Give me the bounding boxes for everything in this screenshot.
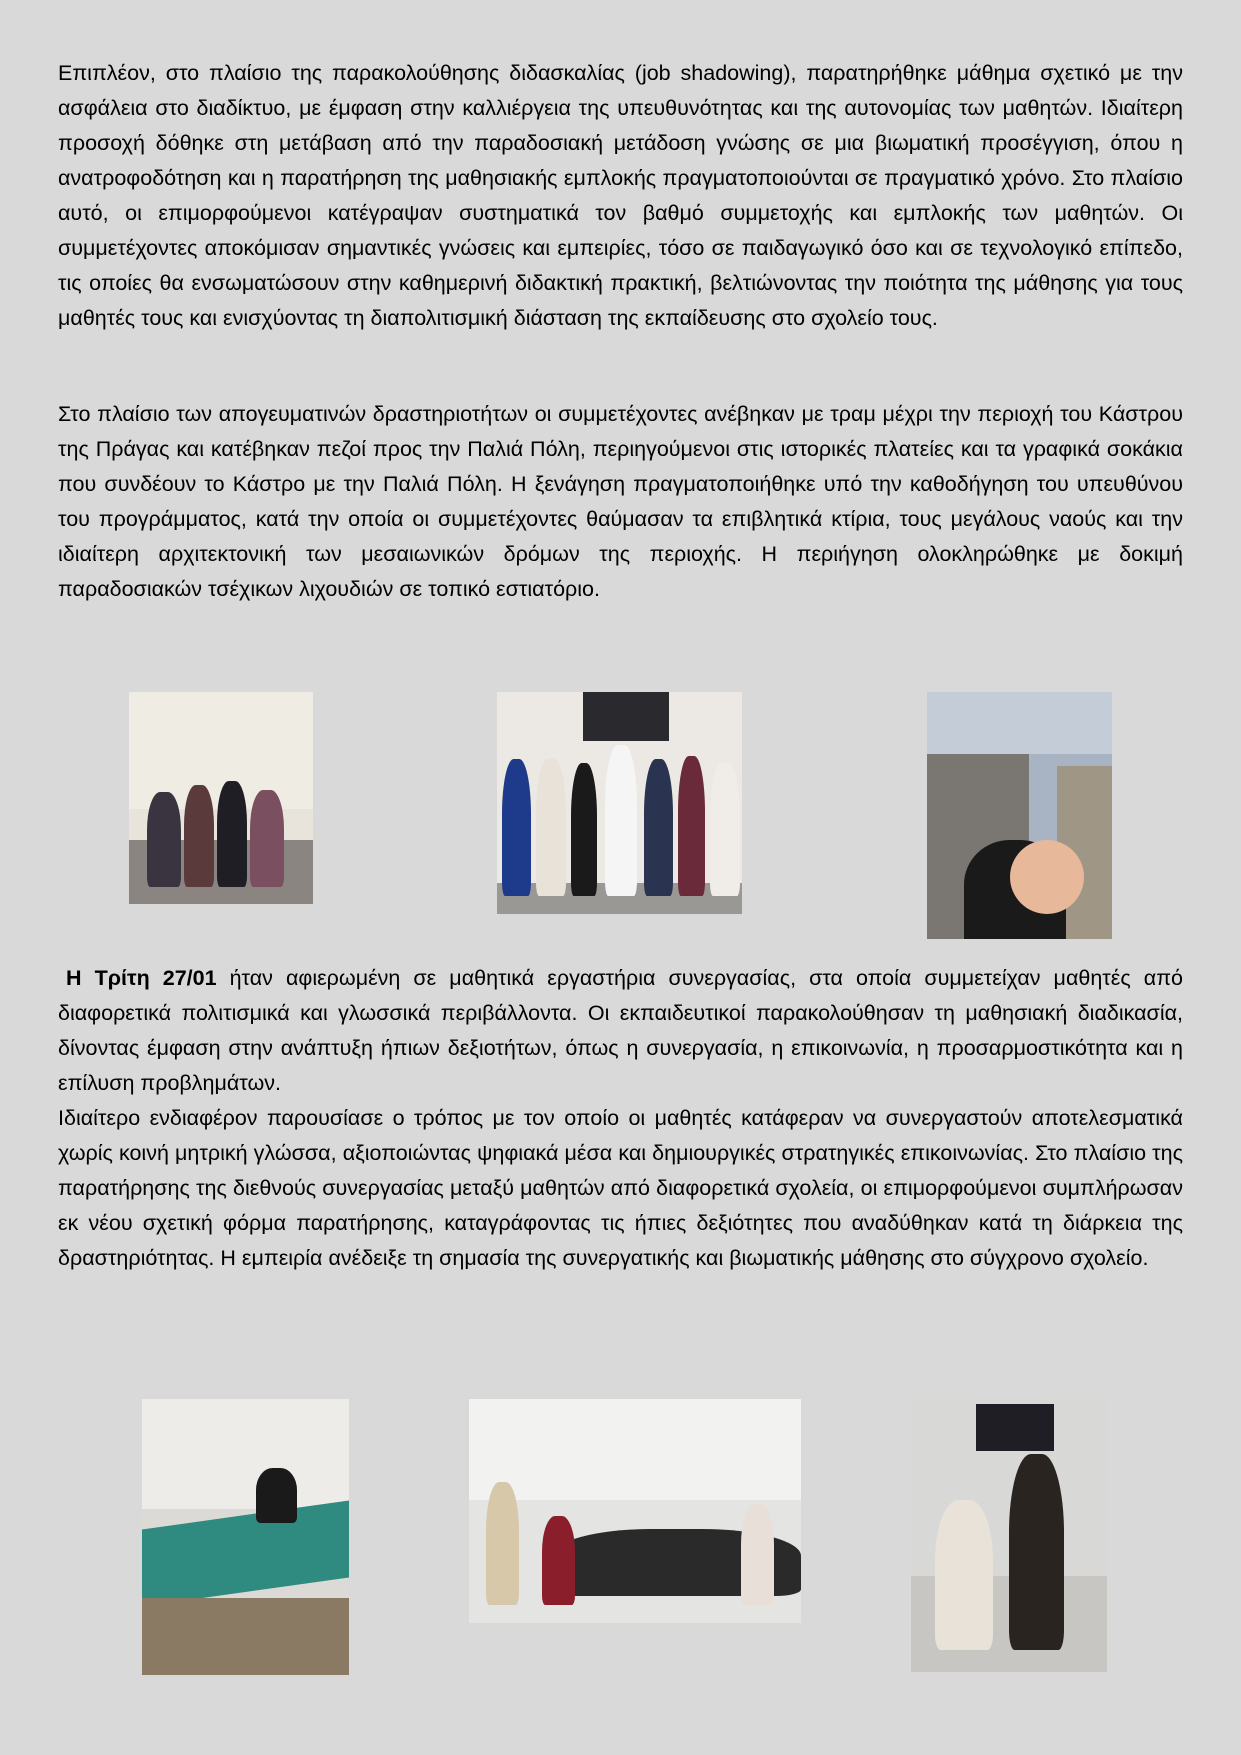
paragraph-prague-tour: Στο πλαίσιο των απογευματινών δραστηριοτήτων οι συμμετέχοντες ανέβηκαν με τραμ μέχρι την περιοχή του Κάστρου της Πράγας και κατέβηκαν πεζοί προς την Παλιά Πόλη, περιηγούμενοι στις ιστορικές πλατείες και τα γραφικά σοκάκια που συνδέουν το Κάστρο με την Παλιά Πόλη. Η ξενάγηση πραγματοποιήθηκε υπό την καθοδήγηση του υπευθύνου του προγράμματος, κατά την οποία οι συμμετέχοντες θαύμασαν τα επιβλητικά κτίρια, τους μεγάλους ναούς και την ιδιαίτερη αρχιτεκτονική των μεσαιωνικών δρόμων της περιοχής. Η περιήγηση ολοκληρώθηκε με δοκιμή παραδοσιακών τσέχικων λιχουδιών σε τοπικό εστιατόριο. (58, 402, 1183, 601)
paragraph-job-shadowing: Επιπλέον, στο πλαίσιο της παρακολούθησης διδασκαλίας (job shadowing), παρατηρήθηκε μάθημα σχετικό με την ασφάλεια στο διαδίκτυο, με έμφαση στην καλλιέργεια της υπευθυνότητας και της αυτονομίας των μαθητών. Ιδιαίτερη προσοχή δόθηκε στη μετάβαση από την παραδοσιακή μετάδοση γνώσης σε μια βιωματική προσέγγιση, όπου η ανατροφοδότηση και η παρατήρηση της μαθησιακής εμπλοκής πραγματοποιούνται σε πραγματικό χρόνο. Στο πλαίσιο αυτό, οι επιμορφούμενοι κατέγραψαν συστηματικά τον βαθμό συμμετοχής και εμπλοκής των μαθητών. Οι συμμετέχοντες αποκόμισαν σημαντικές γνώσεις και εμπειρίες, τόσο σε παιδαγωγικό όσο και σε τεχνολογικό επίπεδο, τις οποίες θα ενσωματώσουν στην καθημερινή διδακτική πρακτική, βελτιώνοντας την ποιότητα της μάθησης για τους μαθητές τους και ενισχύοντας τη διαπολιτισμική διάσταση της εκπαίδευσης στο σχολείο τους. (58, 61, 1183, 330)
paragraph-text: ήταν αφιερωμένη σε μαθητικά εργαστήρια συνεργασίας, στα οποία συμμετείχαν μαθητές από διαφορετικά πολιτισμικά και γλωσσικά περιβάλλοντα. Οι εκπαιδευτικοί παρακολούθησαν τη μαθησιακή διαδικασία, δίνοντας έμφαση στην ανάπτυξη ήπιων δεξιοτήτων, όπως η συνεργασία, η επικοινωνία, η προσαρμοστικότητα και η επίλυση προβλημάτων. (58, 966, 1183, 1095)
photo-charles-bridge-selfie (927, 692, 1112, 939)
photo-group-classroom (129, 692, 313, 904)
paragraph-tuesday-workshops (58, 961, 1183, 1101)
photo-group-standing (497, 692, 742, 914)
date-heading: Η Τρίτη 27/01 (66, 966, 217, 990)
photo-workshop-table (142, 1399, 349, 1675)
photo-classroom-students (469, 1399, 801, 1623)
paragraph-collaboration: Ιδιαίτερο ενδιαφέρον παρουσίασε ο τρόπος με τον οποίο οι μαθητές κατάφεραν να συνεργαστούν αποτελεσματικά χωρίς κοινή μητρική γλώσσα, αξιοποιώντας ψηφιακά μέσα και δημιουργικές στρατηγικές επικοινωνίας. Στο πλαίσιο της παρατήρησης της διεθνούς συνεργασίας μεταξύ μαθητών από διαφορετικά σχολεία, οι επιμορφούμενοι συμπλήρωσαν εκ νέου σχετική φόρμα παρατήρησης, καταγράφοντας τις ήπιες δεξιότητες που αναδύθηκαν κατά τη διάρκεια της δραστηριότητας. Η εμπειρία ανέδειξε τη σημασία της συνεργατικής και βιωματικής μάθησης στο σύγχρονο σχολείο. (58, 1106, 1183, 1270)
photo-computer-lab (911, 1399, 1107, 1672)
